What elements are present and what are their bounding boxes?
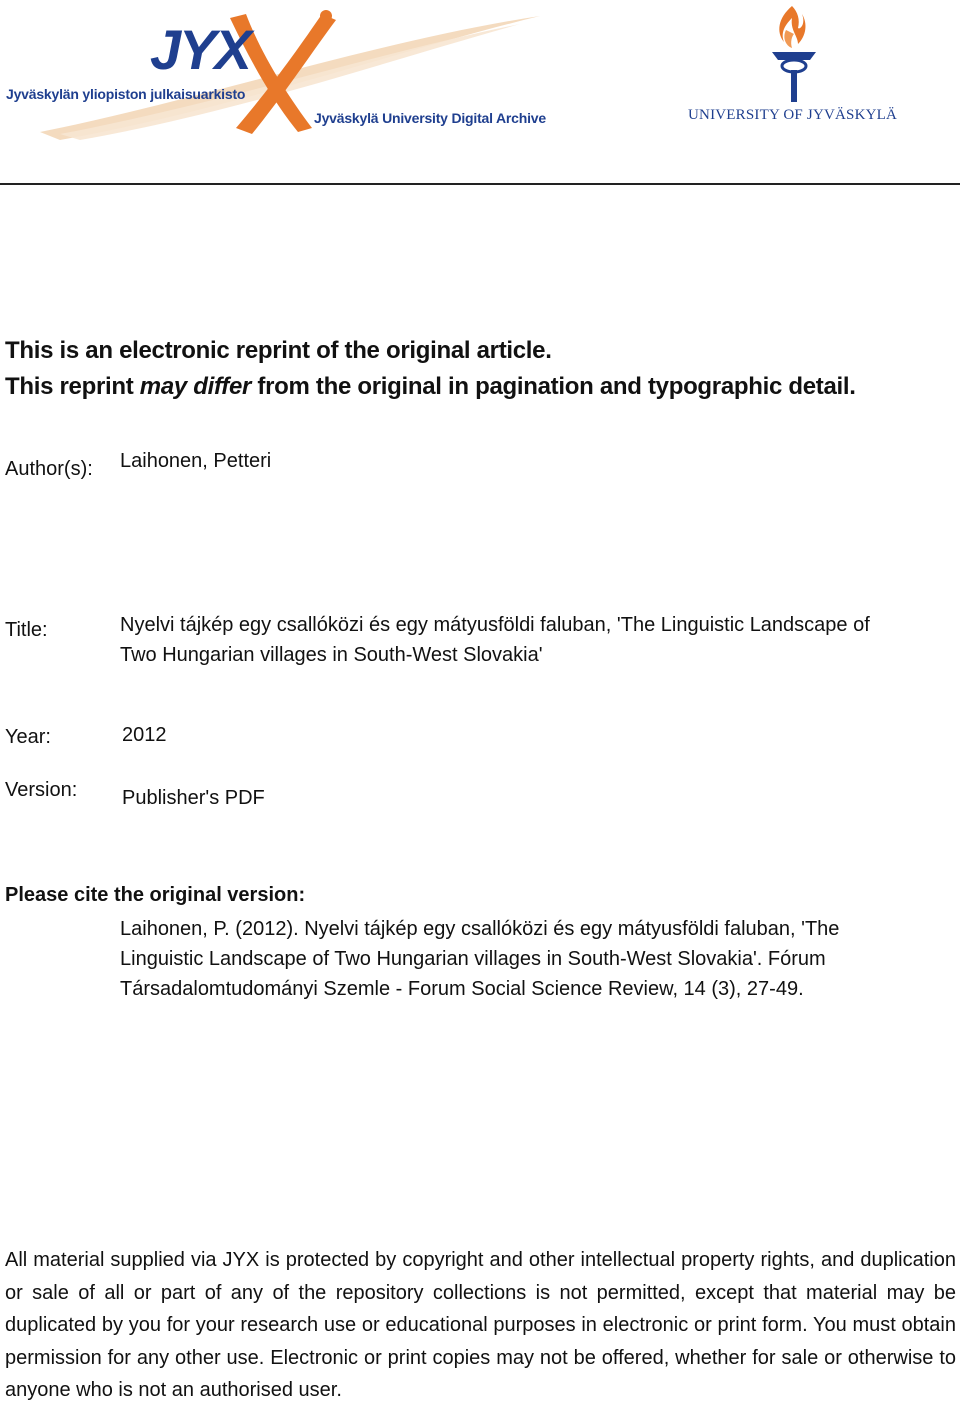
torch-icon: [680, 0, 920, 110]
reprint-notice-line-2-start: This reprint: [5, 373, 140, 400]
year-label: Year:: [5, 726, 51, 748]
jyx-subtitle-finnish: Jyväskylän yliopiston julkaisuarkisto: [6, 86, 246, 102]
jyx-logo-letters: JYX: [150, 18, 250, 81]
year-value: 2012: [122, 724, 167, 746]
university-logo: [680, 0, 920, 140]
university-name: UNIVERSITY OF JYVÄSKYLÄ: [688, 107, 898, 123]
reprint-notice-emphasis: may differ: [139, 373, 252, 400]
title-value-line-1: Nyelvi tájkép egy csallóközi és egy mátyusföldi faluban, 'The Linguistic Landscape of: [120, 614, 870, 636]
reprint-notice-line-1: This is an electronic reprint of the original article.: [5, 337, 552, 364]
reprint-notice-line-2-end: from the original in pagination and typographic detail.: [251, 373, 856, 400]
citation-text: Laihonen, P. (2012). Nyelvi tájkép egy csallóközi és egy mátyusföldi faluban, 'The Linguistic Landscape of Two Hungarian villages in South-West Slovakia'. Fórum Társadalomtudományi Szemle - Forum Social Science Review, 14 (3), 27-49.: [120, 918, 840, 1000]
version-label: Version:: [5, 779, 78, 801]
title-label: Title:: [5, 619, 48, 641]
jyx-logo: [0, 0, 560, 150]
version-value: Publisher's PDF: [122, 787, 265, 809]
jyx-subtitle-english: Jyväskylä University Digital Archive: [314, 110, 546, 126]
reprint-notice: [5, 333, 856, 405]
author-label: Author(s):: [5, 458, 93, 480]
title-value: [120, 610, 870, 670]
citation-heading: Please cite the original version:: [5, 884, 306, 906]
copyright-notice: All material supplied via JYX is protected by copyright and other intellectual property rights, and duplication or sale of all or part of any of the repository collections is not permitted, except that material may be duplicated by you for your research use or educational purposes in electronic or print form. You must obtain permission for any other use. Electronic or print copies may not be offered, whether for sale or otherwise to anyone who is not an authorised user.: [5, 1249, 956, 1401]
title-value-line-2: Two Hungarian villages in South-West Slovakia': [120, 644, 543, 666]
header-divider: [0, 183, 960, 185]
author-value: Laihonen, Petteri: [120, 450, 272, 472]
page-header: [0, 0, 960, 186]
jyx-swoosh-graphic: [0, 0, 560, 150]
reprint-notice-line-2: [5, 369, 856, 405]
